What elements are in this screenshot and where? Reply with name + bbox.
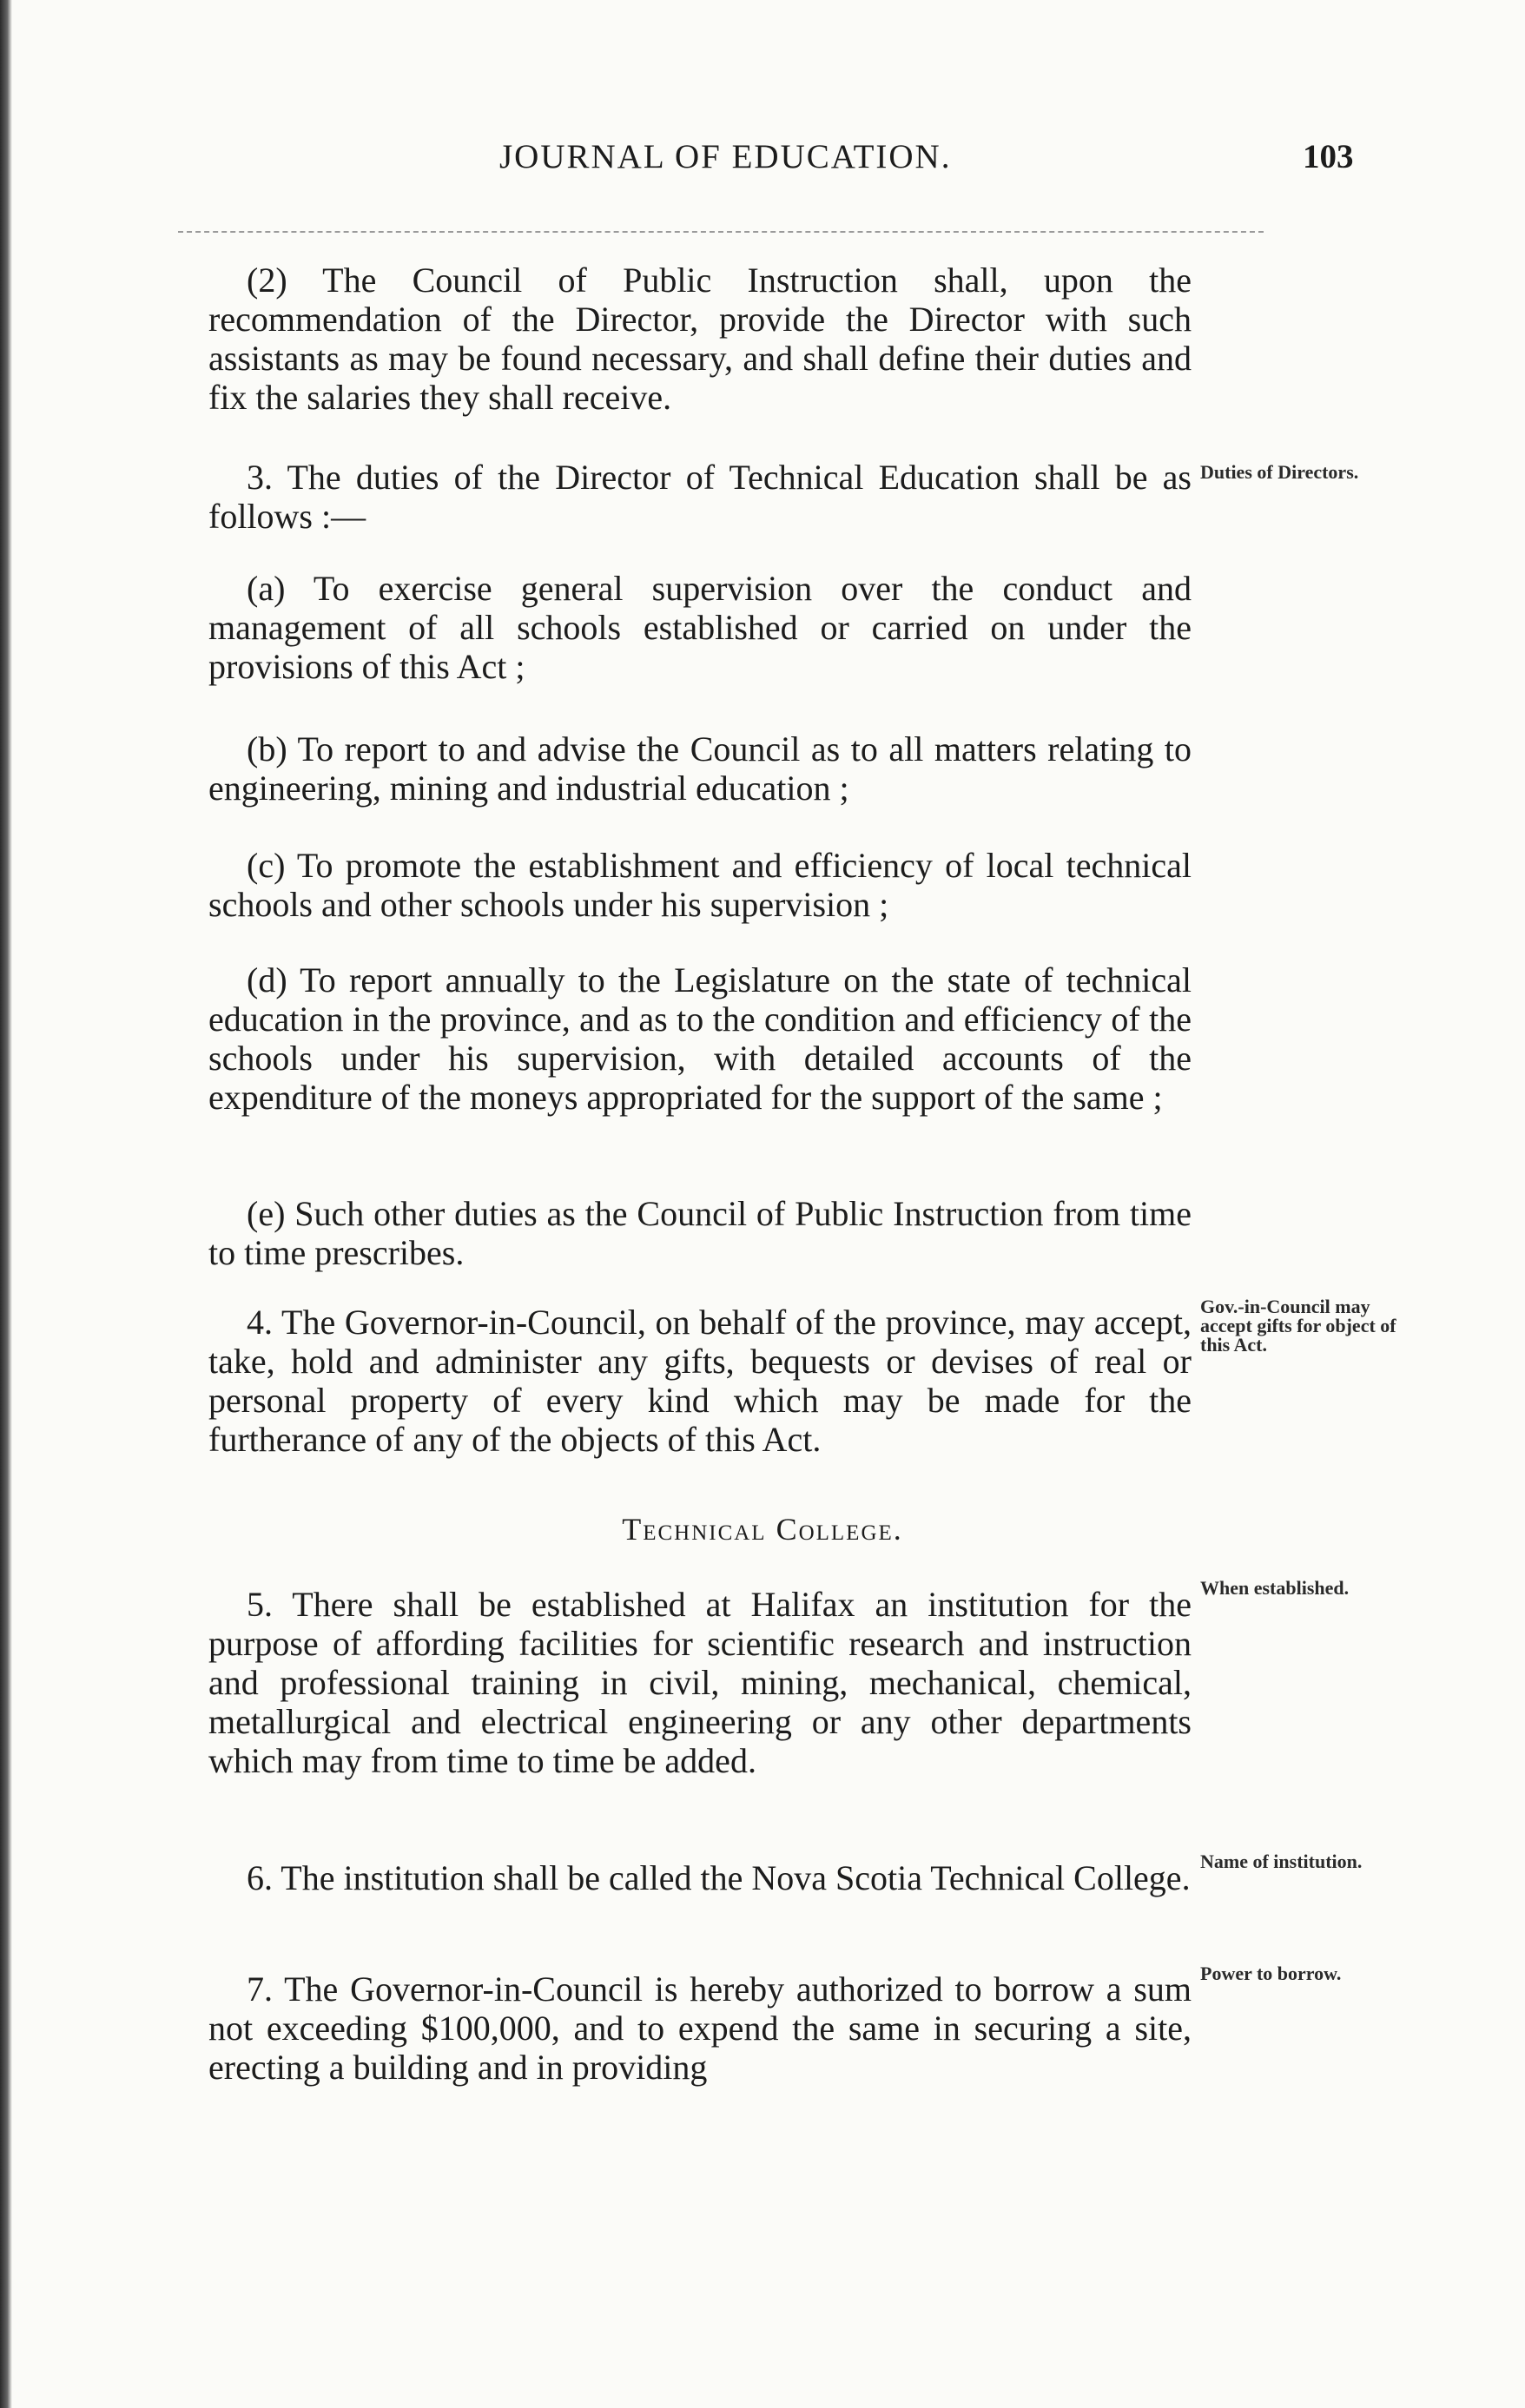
page-number: 103 <box>1303 138 1354 175</box>
section-3 <box>208 458 1192 536</box>
paragraph-text: 5. There shall be established at Halifax an institution for the purpose of affording facilities for scientific research and instruction and professional training in civil, mining, mechanical, chemical, metallurgical and electrical engineering or any other departments which may from time to time be added. <box>208 1585 1192 1780</box>
side-note-name: Name of institution. <box>1200 1851 1363 1872</box>
section-6 <box>208 1858 1192 1897</box>
clause-a <box>208 569 1192 686</box>
paragraph-text: (2) The Council of Public Instruction shall, upon the recommendation of the Director, provide the Director with such assistants as may be found necessary, and shall define their duties and fix the salaries they shall receive. <box>208 261 1192 417</box>
paragraph-text: (e) Such other duties as the Council of Public Instruction from time to time prescribes. <box>208 1194 1192 1272</box>
clause-c <box>208 846 1192 924</box>
binding-edge <box>0 0 12 2408</box>
journal-title: JOURNAL OF EDUCATION. <box>499 138 952 175</box>
clause-d <box>208 960 1192 1117</box>
clause-e <box>208 1194 1192 1272</box>
paragraph-text: 6. The institution shall be called the Nova Scotia Technical College. <box>247 1858 1191 1897</box>
paragraph-text: (a) To exercise general supervision over the conduct and management of all schools established or carried on under the provisions of this Act ; <box>208 569 1192 686</box>
running-head <box>0 137 1525 189</box>
paragraph-text: 4. The Governor-in-Council, on behalf of the province, may accept, take, hold and administer any gifts, bequests or devises of real or personal property of every kind which may be made for the furtherance of any of the objects of this Act. <box>208 1303 1192 1459</box>
section-7 <box>208 1969 1192 2087</box>
paragraph-text: (c) To promote the establishment and efficiency of local technical schools and other schools under his supervision ; <box>208 846 1192 924</box>
side-note-borrow: Power to borrow. <box>1200 1963 1342 1984</box>
clause-b <box>208 729 1192 808</box>
section-4 <box>208 1303 1192 1459</box>
header-rule <box>178 231 1264 233</box>
side-note-established: When established. <box>1200 1577 1350 1599</box>
section-heading: Technical College. <box>622 1512 903 1547</box>
section-5 <box>208 1585 1192 1780</box>
paragraph-text: (b) To report to and advise the Council as to all matters relating to engineering, mining and industrial education ; <box>208 729 1192 808</box>
side-note-duties: Duties of Directors. <box>1200 461 1359 483</box>
paragraph-text: 3. The duties of the Director of Technical Education shall be as follows :— <box>208 458 1192 536</box>
paragraph-text: 7. The Governor-in-Council is hereby authorized to borrow a sum not exceeding $100,000, and to expend the same in securing a site, erecting a building and in providing <box>208 1969 1192 2087</box>
paragraph-text: (d) To report annually to the Legislature on the state of technical education in the province, and as to the condition and efficiency of the schools under his supervision, with detailed accounts of the expenditure of the moneys appropriated for the support of the same ; <box>208 960 1192 1117</box>
paragraph-2 <box>208 261 1192 417</box>
side-note-gifts: Gov.-in-Council may accept gifts for object of this Act. <box>1200 1296 1396 1356</box>
